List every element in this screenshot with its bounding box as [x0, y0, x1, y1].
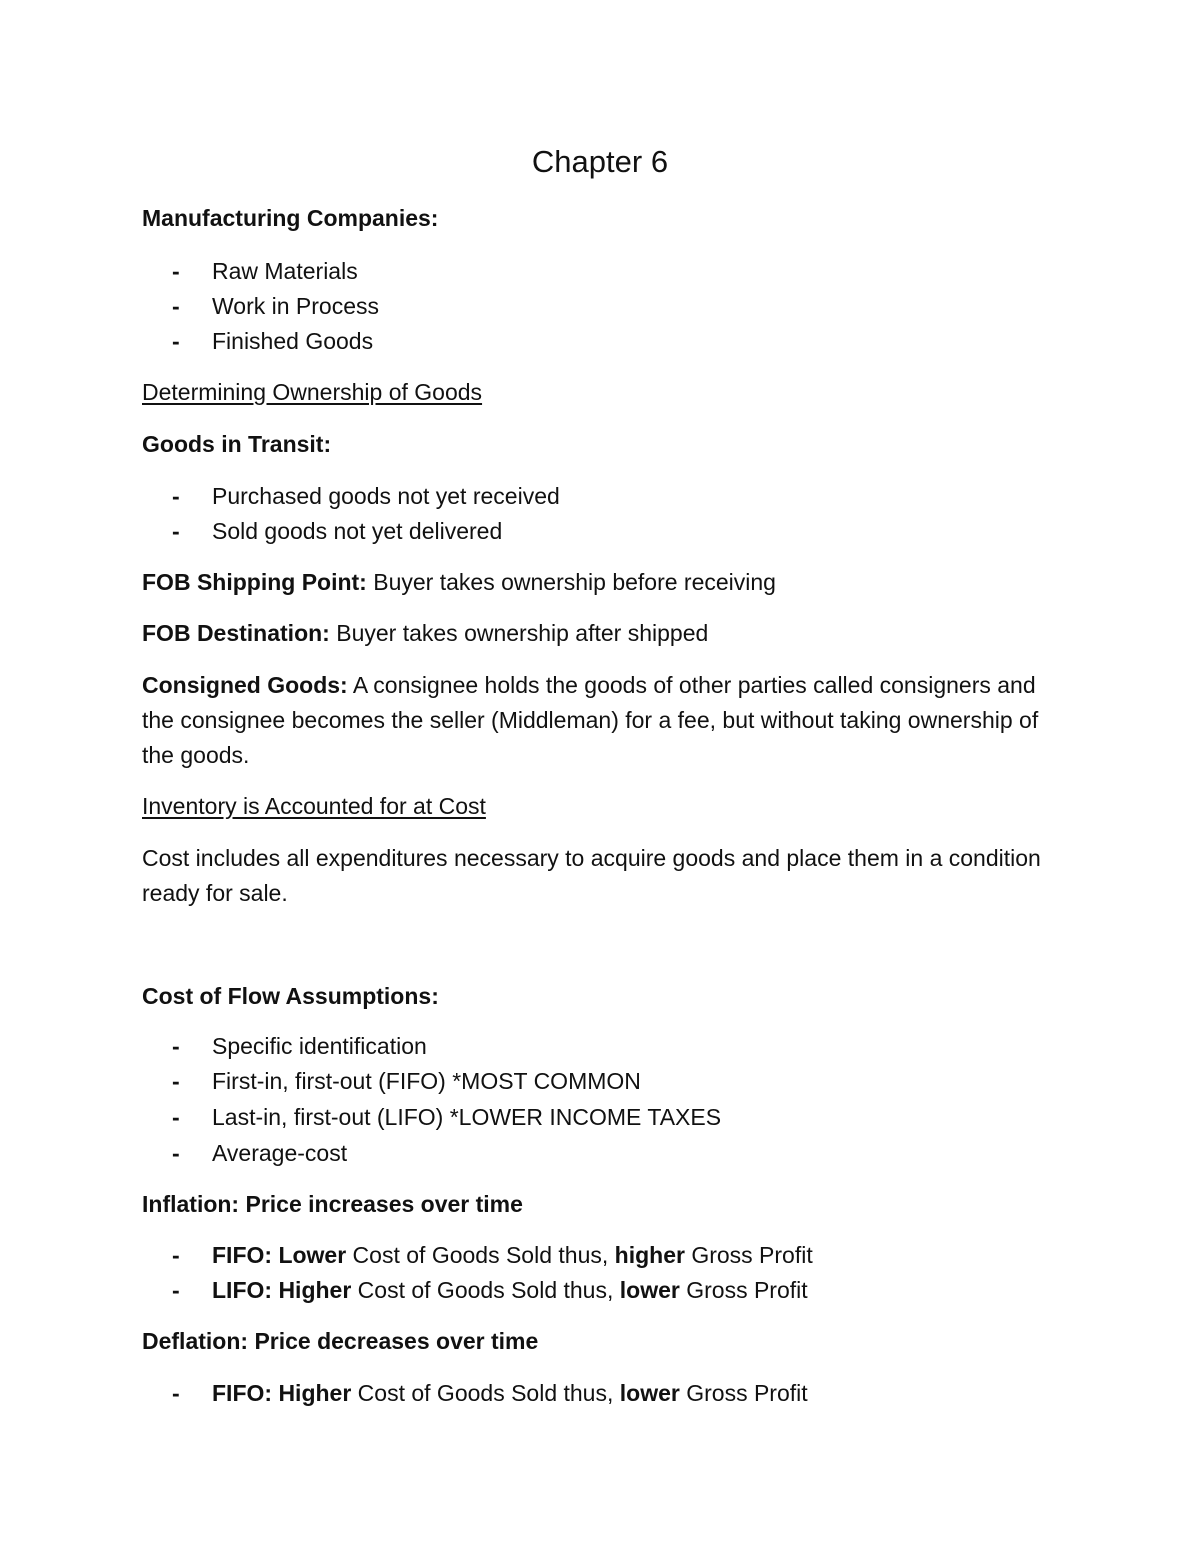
inflation-lifo-item [212, 1273, 808, 1308]
item-text: Gross Profit [679, 1380, 808, 1406]
fifo-label: FIFO: [212, 1380, 273, 1406]
bullet-dash: - [172, 293, 180, 319]
list-item: Last-in, first-out (LIFO) *LOWER INCOME TAXES [212, 1104, 722, 1130]
consigned-text: A consignee holds the goods of other parties called consigners and the consignee becomes the seller (Middleman) for a fee, but without taking ownership of the goods. [142, 672, 1039, 768]
bullet-dash: - [172, 258, 180, 284]
consigned-paragraph [142, 668, 1072, 773]
inventory-paragraph: Cost includes all expenditures necessary to acquire goods and place them in a condition ready for sale. [142, 845, 1041, 906]
inventory-heading: Inventory is Accounted for at Cost [142, 793, 486, 819]
ownership-heading: Determining Ownership of Goods [142, 379, 483, 405]
list-item: Work in Process [212, 293, 380, 319]
bullet-dash: - [172, 1277, 180, 1303]
bullet-dash: - [172, 1104, 180, 1130]
bullet-dash: - [172, 1140, 180, 1166]
direction-word: Lower [278, 1242, 347, 1268]
deflation-fifo-item [212, 1376, 808, 1411]
document-page [142, 0, 1082, 1553]
bullet-dash: - [172, 328, 180, 354]
lifo-label: LIFO: [212, 1277, 273, 1303]
list-item: Purchased goods not yet received [212, 483, 560, 509]
list-item: Raw Materials [212, 258, 358, 284]
direction-word: lower [619, 1277, 680, 1303]
fob-shipping-line [142, 565, 776, 600]
direction-word: Higher [278, 1380, 352, 1406]
bullet-dash: - [172, 1380, 180, 1406]
fifo-label: FIFO: [212, 1242, 273, 1268]
list-item: Finished Goods [212, 328, 374, 354]
inflation-fifo-item [212, 1238, 813, 1273]
manufacturing-heading: Manufacturing Companies: [142, 205, 439, 231]
list-item: Average-cost [212, 1140, 348, 1166]
list-item: First-in, first-out (FIFO) *MOST COMMON [212, 1068, 641, 1094]
fob-destination-term: FOB Destination: [142, 620, 330, 646]
direction-word: lower [619, 1380, 680, 1406]
list-item: Sold goods not yet delivered [212, 518, 503, 544]
bullet-dash: - [172, 1242, 180, 1268]
item-text: Cost of Goods Sold thus, [346, 1242, 615, 1268]
consigned-term: Consigned Goods: [142, 672, 348, 698]
page-title: Chapter 6 [531, 144, 669, 179]
deflation-heading: Deflation: Price decreases over time [142, 1328, 539, 1354]
transit-heading: Goods in Transit: [142, 431, 332, 457]
bullet-dash: - [172, 1068, 180, 1094]
fob-shipping-text: Buyer takes ownership before receiving [366, 569, 776, 595]
direction-word: Higher [278, 1277, 352, 1303]
item-text: Cost of Goods Sold thus, [351, 1277, 620, 1303]
fob-shipping-term: FOB Shipping Point: [142, 569, 367, 595]
flow-heading: Cost of Flow Assumptions: [142, 983, 439, 1009]
item-text: Gross Profit [679, 1277, 808, 1303]
fob-destination-text: Buyer takes ownership after shipped [329, 620, 709, 646]
item-text: Cost of Goods Sold thus, [351, 1380, 620, 1406]
item-text: Gross Profit [684, 1242, 813, 1268]
inflation-heading: Inflation: Price increases over time [142, 1191, 523, 1217]
fob-destination-line [142, 616, 708, 651]
list-item: Specific identification [212, 1033, 427, 1059]
bullet-dash: - [172, 483, 180, 509]
bullet-dash: - [172, 518, 180, 544]
direction-word: higher [614, 1242, 685, 1268]
bullet-dash: - [172, 1033, 180, 1059]
